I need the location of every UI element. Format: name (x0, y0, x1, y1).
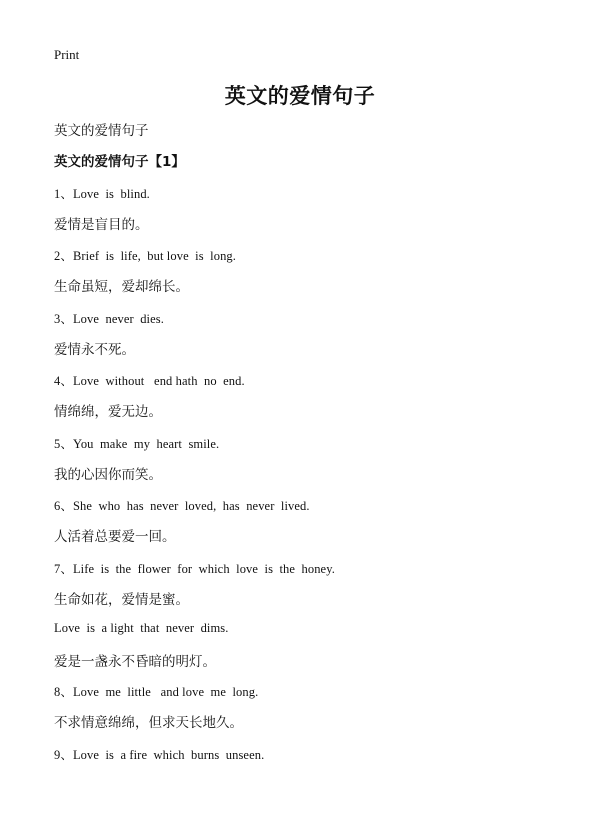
quote-english-1: 1、Love is blind. (54, 187, 150, 201)
quote-chinese-7b: 爱是一盏永不昏暗的明灯。 (54, 654, 216, 670)
quote-chinese-2: 生命虽短，爱却绵长。 (54, 279, 189, 295)
section-heading: 英文的爱情句子【1】 (54, 154, 185, 170)
quote-chinese-4: 情绵绵，爱无边。 (54, 404, 162, 420)
quote-chinese-6: 人活着总要爱一回。 (54, 529, 176, 545)
document-title: 英文的爱情句子 (224, 84, 376, 108)
print-label: Print (54, 47, 80, 62)
quote-english-2: 2、Brief is life, but love is long. (54, 249, 237, 263)
quote-chinese-5: 我的心因你而笑。 (54, 467, 162, 483)
quote-english-4: 4、Love without end hath no end. (54, 374, 245, 388)
quote-chinese-1: 爱情是盲目的。 (54, 217, 149, 233)
document-subtitle: 英文的爱情句子 (54, 123, 149, 139)
quote-english-6: 6、She who has never loved, has never lived. (54, 499, 310, 513)
quote-english-8: 8、Love me little and love me long. (54, 685, 259, 699)
quote-english-3: 3、Love never dies. (54, 312, 164, 326)
quote-english-9: 9、Love is a fire which burns unseen. (54, 748, 265, 762)
quote-english-5: 5、You make my heart smile. (54, 437, 220, 451)
quote-english-7b: Love is a light that never dims. (54, 621, 229, 635)
quote-chinese-7: 生命如花，爱情是蜜。 (54, 592, 189, 608)
quote-english-7: 7、Life is the flower for which love is the honey. (54, 562, 335, 576)
quote-chinese-3: 爱情永不死。 (54, 342, 135, 358)
quote-chinese-8: 不求情意绵绵，但求天长地久。 (54, 715, 243, 731)
